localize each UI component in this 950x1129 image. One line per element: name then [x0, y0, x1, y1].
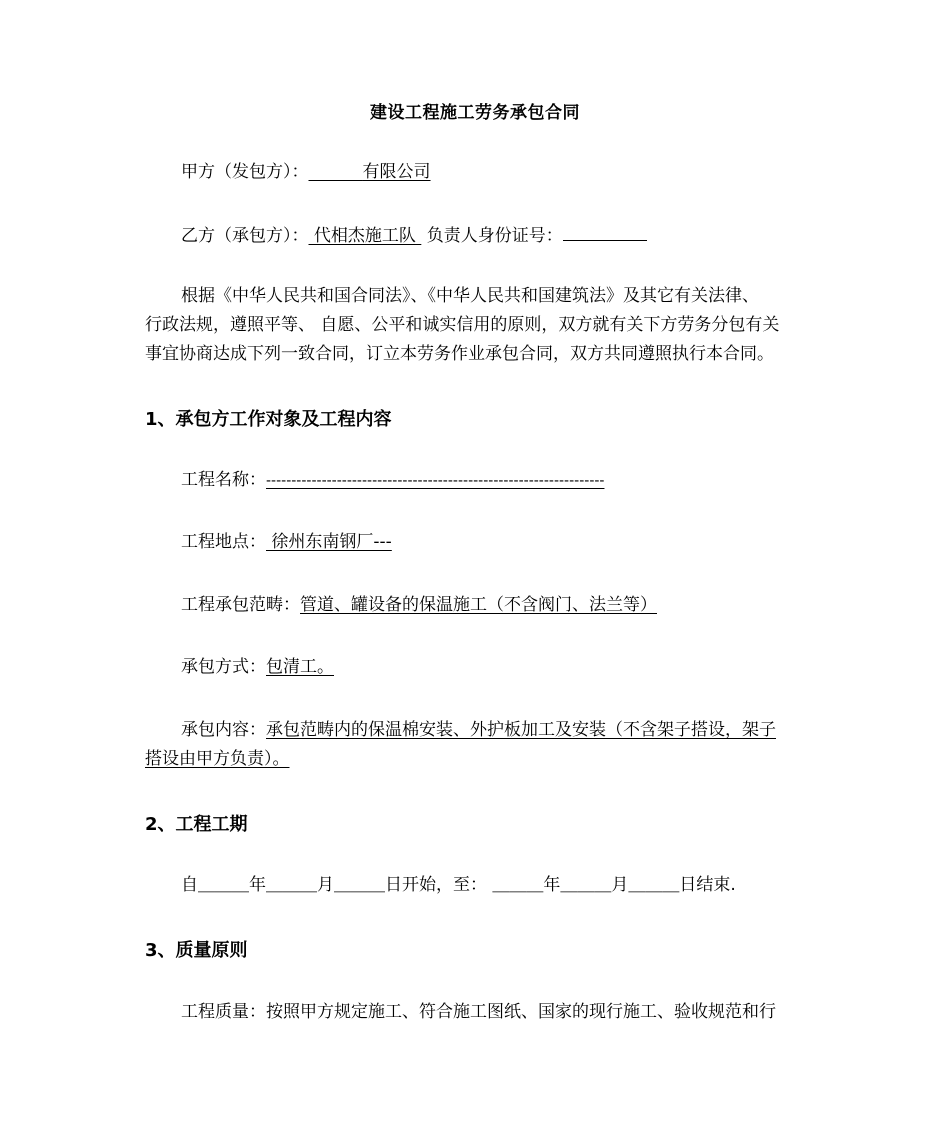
- party-b-value: 代相杰施工队: [308, 226, 422, 246]
- party-a-value: 有限公司: [362, 162, 431, 182]
- party-a-blank: [309, 162, 363, 182]
- scope-label: 工程承包范畴：: [181, 595, 300, 615]
- content-line-2: [145, 747, 290, 771]
- content-value-line-2: 搭设由甲方负责）。: [145, 749, 290, 769]
- quality-line: 工程质量：按照甲方规定施工、符合施工图纸、国家的现行施工、验收规范和行: [181, 1002, 776, 1022]
- method-label: 承包方式：: [181, 657, 266, 677]
- project-name-line: [181, 468, 604, 493]
- project-site-value: 徐州东南钢厂---: [266, 532, 392, 552]
- project-site-line: [181, 530, 392, 554]
- section-2-heading: 2、工程工期: [145, 814, 248, 835]
- scope-line: [181, 593, 657, 617]
- section-1-heading: 1、承包方工作对象及工程内容: [145, 409, 392, 430]
- project-name-label: 工程名称：: [181, 470, 266, 490]
- section-3-heading: 3、质量原则: [145, 940, 248, 961]
- document-title: 建设工程施工劳务承包合同: [370, 103, 580, 123]
- method-value: 包清工。: [266, 657, 334, 677]
- content-value-line-1: 承包范畴内的保温棉安装、外护板加工及安装（不含架子搭设，架子: [266, 720, 776, 740]
- party-a-label: 甲方（发包方）：: [181, 162, 309, 182]
- party-b-label: 乙方（承包方）：: [181, 226, 309, 246]
- intro-line-3: 事宜协商达成下列一致合同，订立本劳务作业承包合同，双方共同遵照执行本合同。: [145, 344, 774, 364]
- project-name-value: -------------------------------------------------------------------: [266, 473, 605, 489]
- method-line: [181, 655, 334, 679]
- period-line: 自＿＿＿年＿＿＿月＿＿＿日开始，至： ＿＿＿年＿＿＿月＿＿＿日结束.: [181, 875, 736, 895]
- scope-value: 管道、罐设备的保温施工（不含阀门、法兰等）: [300, 595, 657, 615]
- party-b-id-blank: [563, 222, 647, 241]
- content-label: 承包内容：: [181, 720, 266, 740]
- intro-line-2: 行政法规，遵照平等、 自愿、公平和诚实信用的原则，双方就有关下方劳务分包有关: [145, 315, 780, 335]
- party-a-line: [181, 160, 431, 184]
- intro-line-1: 根据《中华人民共和国合同法》、《中华人民共和国建筑法》及其它有关法律、: [181, 286, 759, 306]
- party-b-line: [181, 222, 647, 248]
- content-line-1: [181, 718, 776, 742]
- project-site-label: 工程地点：: [181, 532, 266, 552]
- party-b-id-label: 负责人身份证号：: [426, 226, 563, 246]
